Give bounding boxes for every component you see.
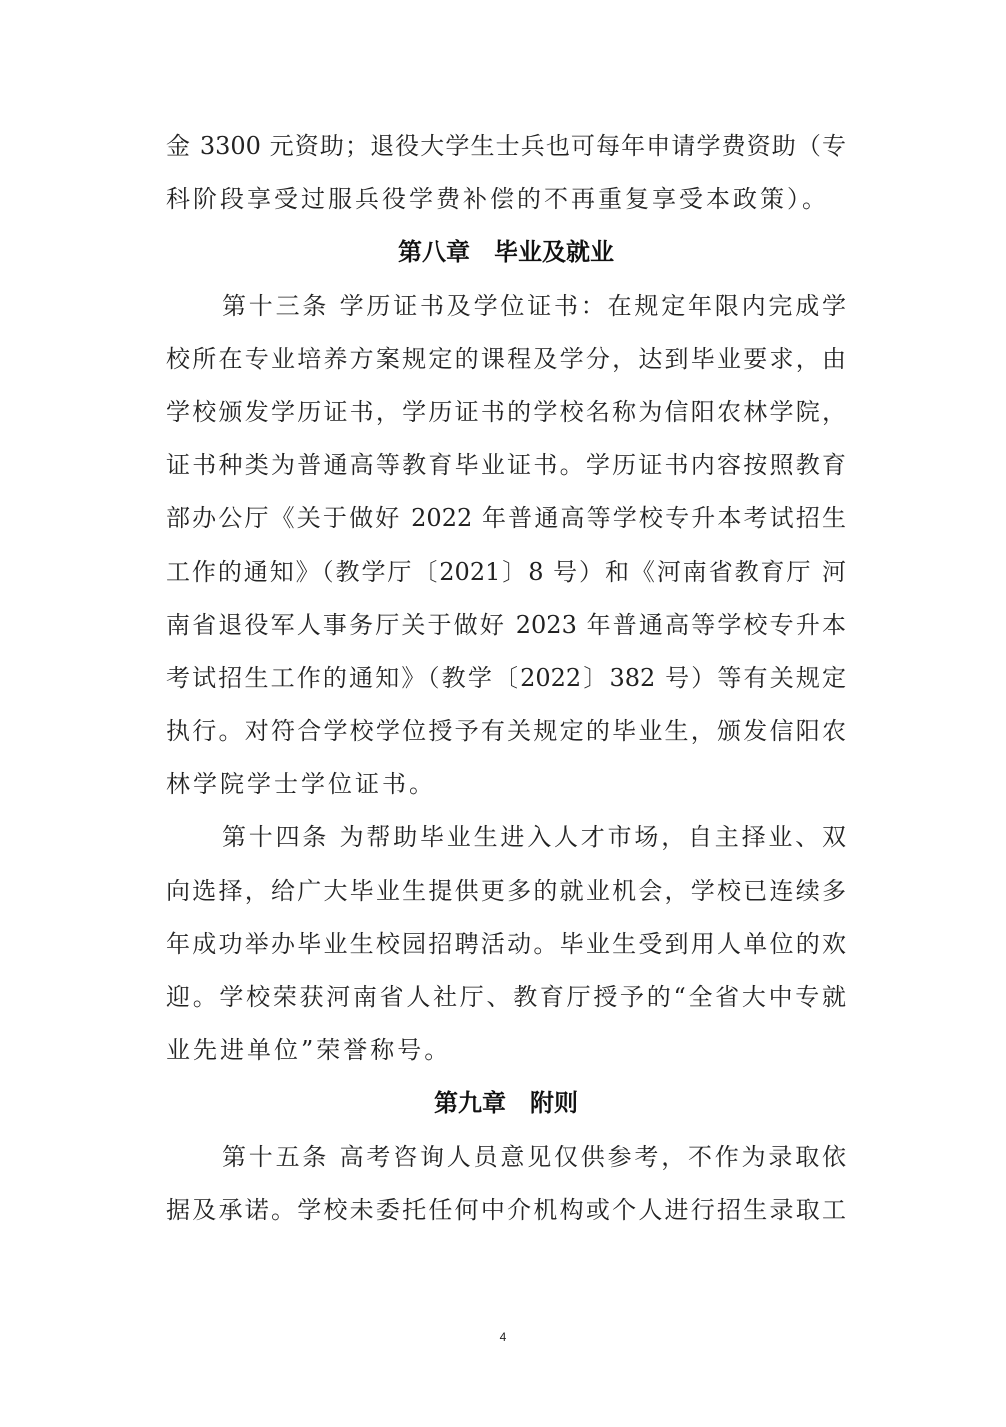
- text-line: [166, 280, 846, 333]
- chapter-heading: [166, 226, 846, 279]
- chapter-heading-text: 第八章 毕业及就业: [398, 238, 614, 267]
- text-line: [166, 652, 846, 705]
- text-line: [166, 811, 846, 864]
- text-line-content: 林学院学士学位证书。: [166, 770, 436, 799]
- chapter-heading: [166, 1077, 846, 1130]
- text-line: [166, 546, 846, 599]
- text-line: [166, 386, 846, 439]
- text-line-content: 第十四条 为帮助毕业生进入人才市场，自主择业、双: [222, 823, 846, 852]
- text-line: [166, 971, 846, 1024]
- text-line-content: 考试招生工作的通知》（教学〔2022〕382 号）等有关规定: [166, 663, 846, 692]
- text-line-content: 迎。学校荣获河南省人社厅、教育厅授予的“全省大中专就: [166, 983, 846, 1011]
- text-line: [166, 1184, 846, 1237]
- text-line: [166, 173, 846, 226]
- text-line-content: 据及承诺。学校未委托任何中介机构或个人进行招生录取工: [166, 1195, 846, 1224]
- text-line: [166, 758, 846, 811]
- text-line-content: 工作的通知》（教学厅〔2021〕8 号）和《河南省教育厅 河: [166, 557, 846, 586]
- document-body: [166, 120, 846, 1237]
- text-line-content: 年成功举办毕业生校园招聘活动。毕业生受到用人单位的欢: [166, 929, 846, 958]
- text-line: [166, 120, 846, 173]
- text-line: [166, 865, 846, 918]
- text-line-content: 第十三条 学历证书及学位证书：在规定年限内完成学: [222, 291, 846, 320]
- text-line-content: 校所在专业培养方案规定的课程及学分，达到毕业要求，由: [166, 344, 846, 373]
- text-line: [166, 705, 846, 758]
- text-line-content: 业先进单位”荣誉称号。: [166, 1036, 452, 1065]
- text-line-content: 南省退役军人事务厅关于做好 2023 年普通高等学校专升本: [166, 610, 846, 639]
- text-line: [166, 1131, 846, 1184]
- text-line-content: 执行。对符合学校学位授予有关规定的毕业生，颁发信阳农: [166, 717, 846, 746]
- text-line: [166, 918, 846, 971]
- text-line-content: 部办公厅《关于做好 2022 年普通高等学校专升本考试招生: [166, 504, 846, 533]
- text-line: [166, 1024, 846, 1077]
- text-line-content: 第十五条 高考咨询人员意见仅供参考，不作为录取依: [222, 1142, 846, 1171]
- chapter-heading-text: 第九章 附则: [434, 1089, 578, 1118]
- text-line-content: 金 3300 元资助；退役大学生士兵也可每年申请学费资助（专: [166, 132, 846, 160]
- text-line: [166, 492, 846, 545]
- text-line: [166, 333, 846, 386]
- page-number: 4: [499, 1330, 507, 1344]
- text-line-content: 证书种类为普通高等教育毕业证书。学历证书内容按照教育: [166, 451, 846, 480]
- text-line: [166, 439, 846, 492]
- text-line: [166, 599, 846, 652]
- text-line-content: 向选择，给广大毕业生提供更多的就业机会，学校已连续多: [166, 876, 846, 905]
- text-line-content: 学校颁发学历证书，学历证书的学校名称为信阳农林学院，: [166, 397, 846, 426]
- text-line-content: 科阶段享受过服兵役学费补偿的不再重复享受本政策）。: [166, 185, 829, 214]
